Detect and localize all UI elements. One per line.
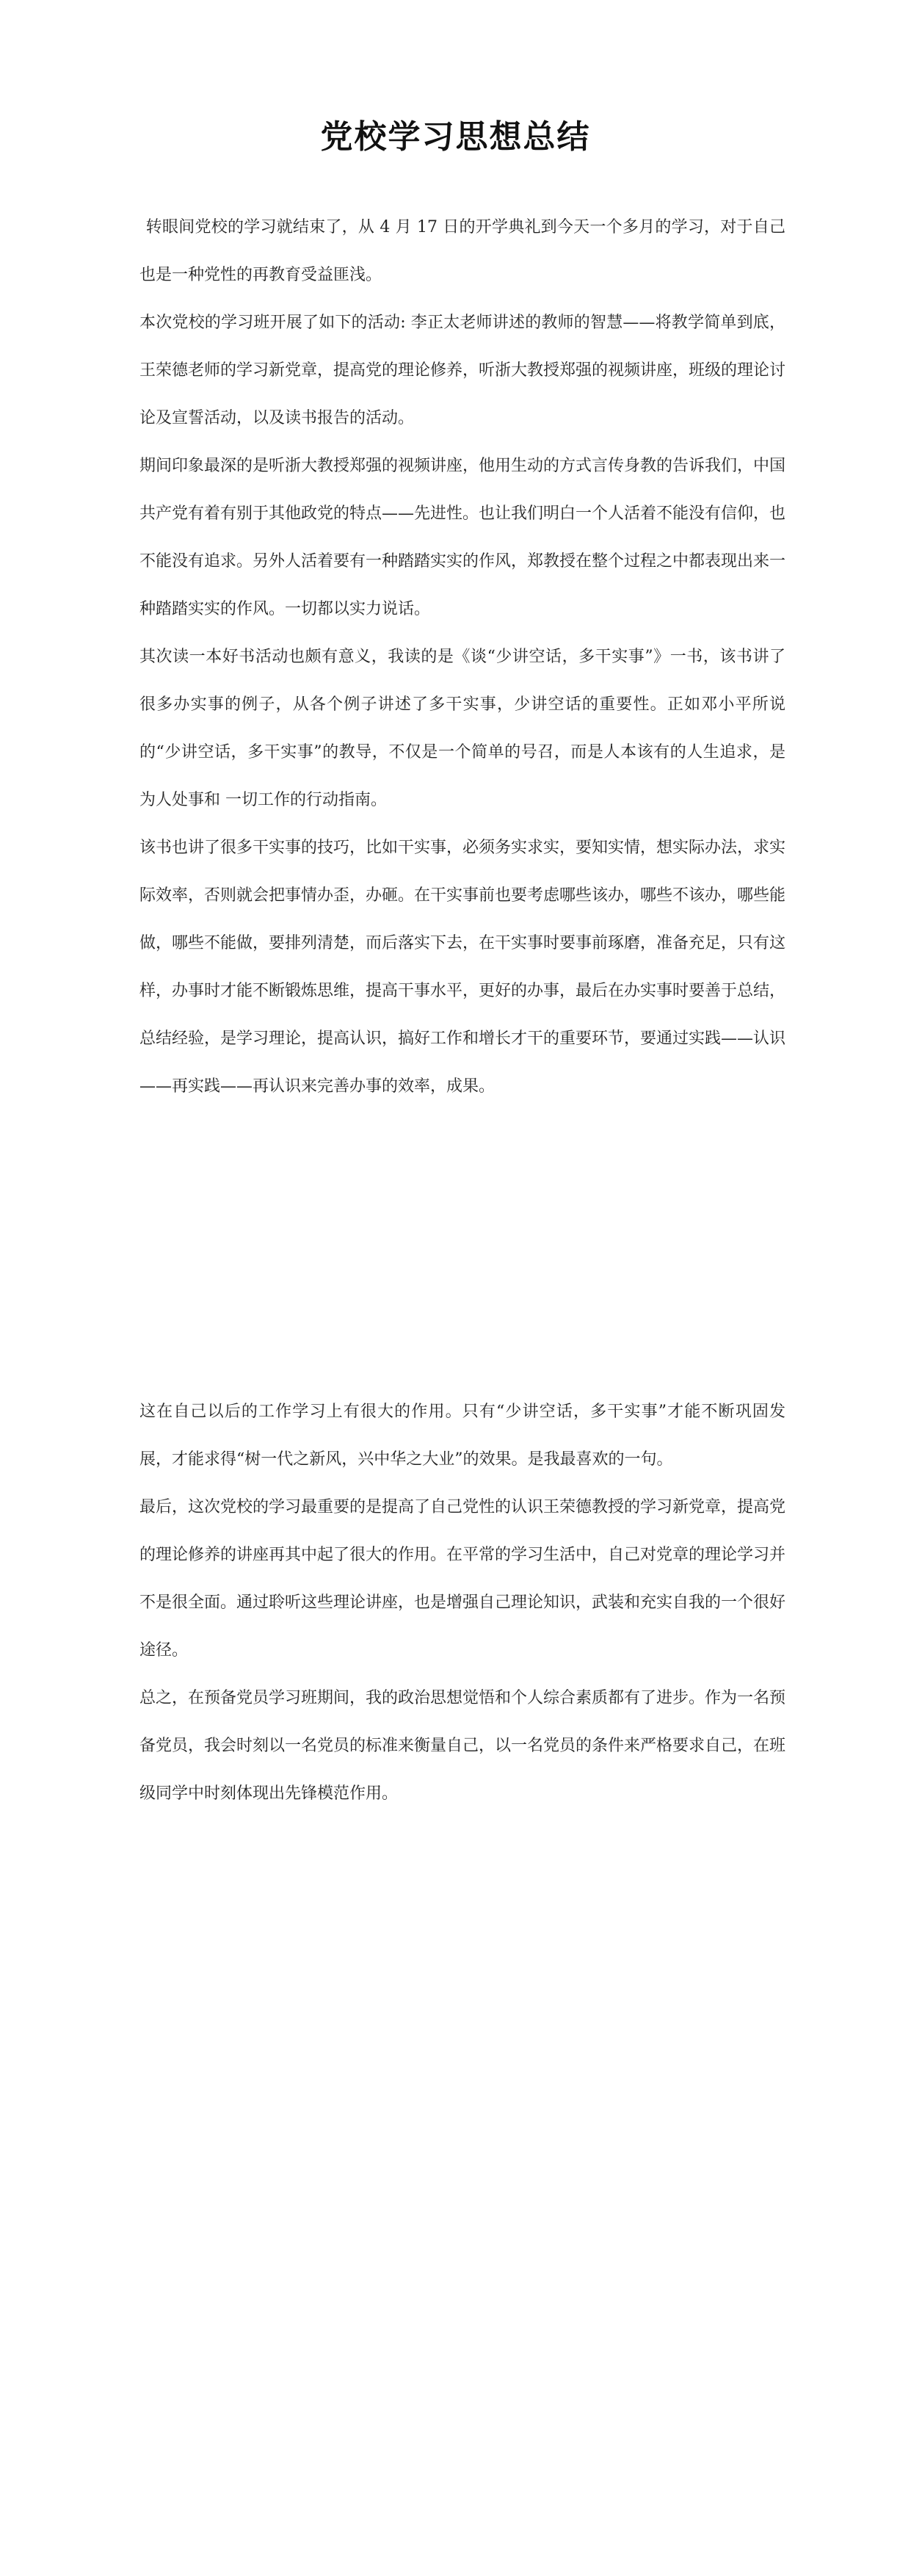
paragraph-activities: 本次党校的学习班开展了如下的活动: 李正太老师讲述的教师的智慧——将教学简单到底，王荣德老师的学习新党章，提高党的理论修养，听浙大教授郑强的视频讲座，班级的理论讨论及宣誓活动，以及读书报告的活动。 bbox=[139, 314, 786, 427]
document-title: 党校学习思想总结 bbox=[320, 118, 591, 156]
paragraph-lecture-impression: 期间印象最深的是听浙大教授郑强的视频讲座，他用生动的方式言传身教的告诉我们，中国共产党有着有别于其他政党的特点——先进性。也让我们明白一个人活着不能没有信仰，也不能没有追求。另外人活着要有一种踏踏实实的作风，郑教授在整个过程之中都表现出来一种踏踏实实的作风。一切都以实力说话。 bbox=[139, 457, 786, 618]
paragraph-practical-skills: 该书也讲了很多干实事的技巧，比如干实事，必须务实求实，要知实情，想实际办法，求实际效率，否则就会把事情办歪，办砸。在干实事前也要考虑哪些该办，哪些不该办，哪些能做，哪些不能做，要排列清楚，而后落实下去，在干实事时要事前琢磨，准备充足，只有这样，办事时才能不断锻炼思维，提高干事水平，更好的办事，最后在办实事时要善于总结，总结经验，是学习理论，提高认识，搞好工作和增长才干的重要环节，要通过实践——认识——再实践——再认识来完善办事的效率，成果。 bbox=[139, 839, 786, 1096]
paragraph-favorite-quote: 这在自己以后的工作学习上有很大的作用。只有“少讲空话，多干实事”才能不断巩固发展，才能求得“树一代之新风，兴中华之大业”的效果。是我最喜欢的一句。 bbox=[139, 1403, 785, 1469]
paragraph-reading-activity: 其次读一本好书活动也颇有意义，我读的是《谈“少讲空话，多干实事”》一书，该书讲了很多办实事的例子，从各个例子讲述了多干实事，少讲空话的重要性。正如邓小平所说的“少讲空话，多干实事”的教导，不仅是一个简单的号召，而是人本该有的人生追求，是为人处事和 一切工作的行动指南。 bbox=[139, 648, 785, 809]
paragraph-intro: 转眼间党校的学习就结束了，从 4 月 17 日的开学典礼到今天一个多月的学习，对于自己也是一种党性的再教育受益匪浅。 bbox=[139, 218, 785, 284]
paragraph-conclusion: 总之，在预备党员学习班期间，我的政治思想觉悟和个人综合素质都有了进步。作为一名预备党员，我会时刻以一名党员的标准来衡量自己，以一名党员的条件来严格要求自己，在班级同学中时刻体现出先锋模范作用。 bbox=[139, 1689, 786, 1803]
body-section-2 bbox=[139, 1388, 785, 1817]
body-section-1 bbox=[139, 203, 785, 1110]
paragraph-party-awareness: 最后，这次党校的学习最重要的是提高了自己党性的认识王荣德教授的学习新党章，提高党的理论修养的讲座再其中起了很大的作用。在平常的学习生活中，自己对党章的理论学习并不是很全面。通过聆听这些理论讲座，也是增强自己理论知识，武装和充实自我的一个很好途径。 bbox=[139, 1498, 786, 1660]
